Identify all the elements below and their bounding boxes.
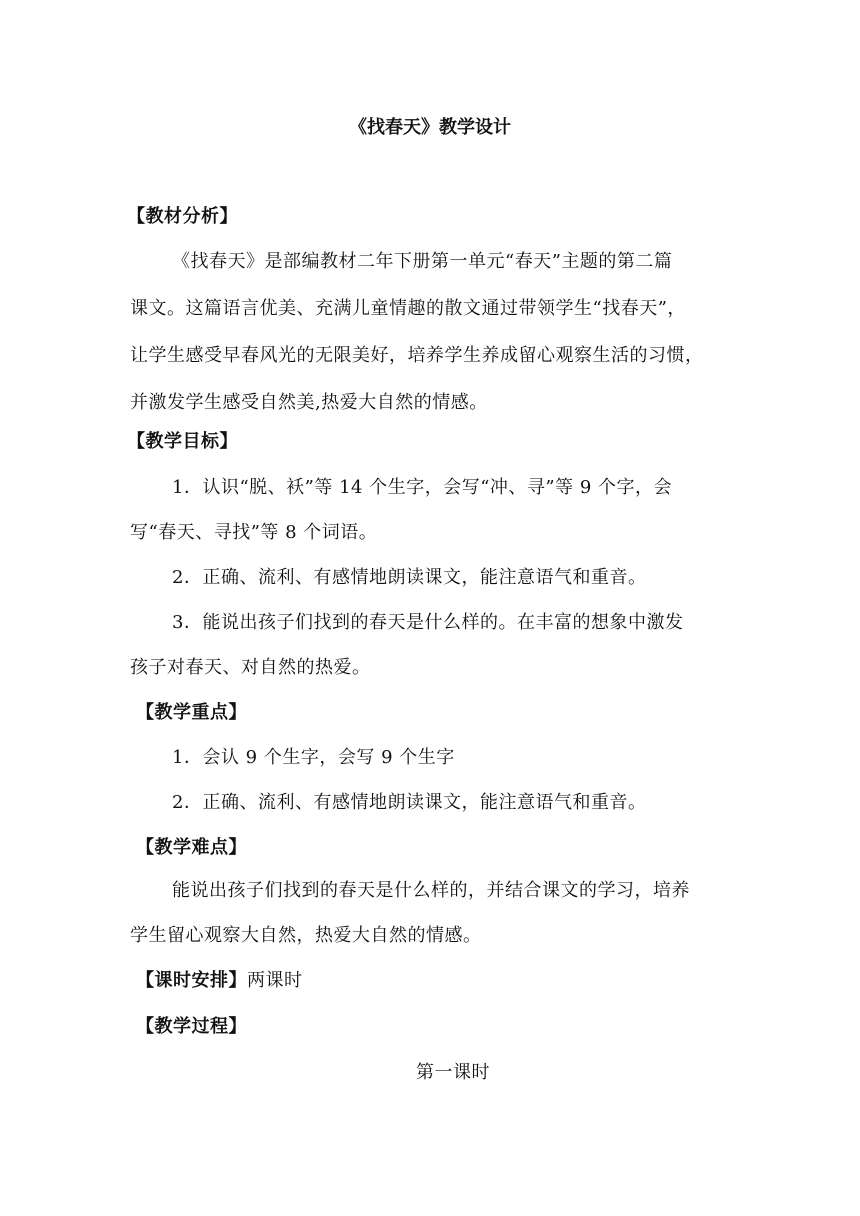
goals-line-3: 2．正确、流利、有感情地朗读课文，能注意语气和重音。 — [172, 567, 647, 588]
section-heading-key-points: 【教学重点】 — [136, 702, 247, 723]
document-title: 《找春天》教学设计 — [349, 117, 511, 138]
section-heading-difficulty: 【教学难点】 — [136, 837, 247, 858]
difficulty-line-1: 能说出孩子们找到的春天是什么样的，并结合课文的学习，培养 — [172, 880, 690, 901]
analysis-line-3: 让学生感受早春风光的无限美好，培养学生养成留心观察生活的习惯， — [130, 345, 704, 366]
section-heading-schedule: 【课时安排】 — [136, 970, 247, 991]
goals-line-4: 3．能说出孩子们找到的春天是什么样的。在丰富的想象中激发 — [172, 612, 684, 633]
key-line-1: 1．会认 9 个生字，会写 9 个生字 — [172, 747, 455, 768]
goals-line-2: 写“春天、寻找”等 8 个词语。 — [130, 522, 378, 543]
schedule-row — [136, 966, 303, 996]
analysis-line-1: 《找春天》是部编教材二年下册第一单元“春天”主题的第二篇 — [172, 251, 673, 272]
analysis-line-4: 并激发学生感受自然美,热爱大自然的情感。 — [130, 392, 488, 413]
goals-line-5: 孩子对春天、对自然的热爱。 — [130, 657, 371, 678]
schedule-value: 两课时 — [247, 970, 303, 991]
section-heading-process: 【教学过程】 — [136, 1016, 247, 1037]
lesson-label: 第一课时 — [416, 1062, 490, 1083]
key-line-2: 2．正确、流利、有感情地朗读课文，能注意语气和重音。 — [172, 792, 647, 813]
section-heading-analysis: 【教材分析】 — [127, 206, 238, 227]
difficulty-line-2: 学生留心观察大自然，热爱大自然的情感。 — [130, 925, 482, 946]
analysis-line-2: 课文。这篇语言优美、充满儿童情趣的散文通过带领学生“找春天”， — [130, 298, 686, 319]
goals-line-1: 1．认识“脱、袄”等 14 个生字，会写“冲、寻”等 9 个字，会 — [172, 477, 673, 498]
section-heading-goals: 【教学目标】 — [127, 431, 238, 452]
